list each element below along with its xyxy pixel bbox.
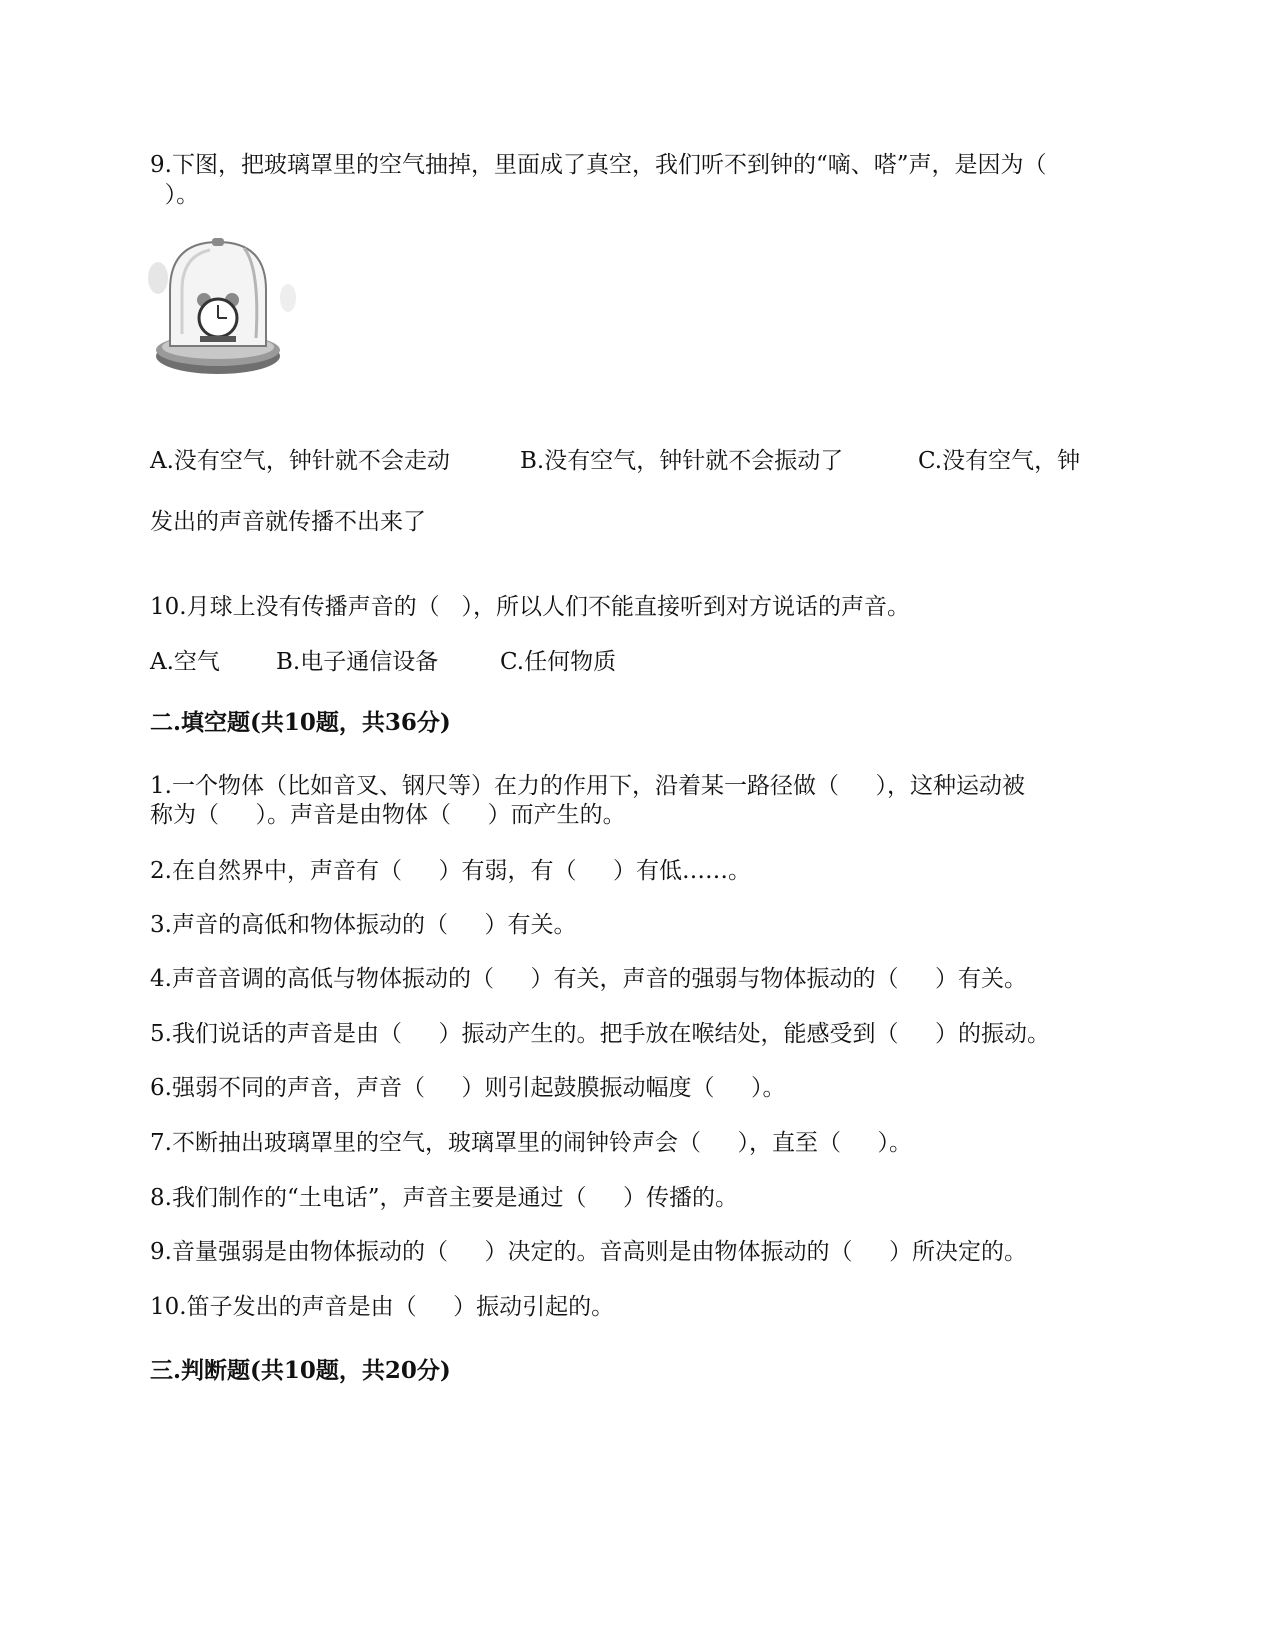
section-2-heading: 二.填空题(共10题，共36分): [150, 709, 451, 736]
fill-item-5: 5.我们说话的声音是由（ ）振动产生的。把手放在喉结处，能感受到（ ）的振动。: [150, 1021, 1051, 1047]
question-9-option-c-continued: 发出的声音就传播不出来了: [150, 509, 426, 535]
fill-item-1-line2: 称为（ ）。声音是由物体（ ）而产生的。: [150, 802, 626, 828]
bell-jar-alarm-clock-icon: [148, 238, 296, 400]
fill-item-7: 7.不断抽出玻璃罩里的空气，玻璃罩里的闹钟铃声会（ ），直至（ ）。: [150, 1130, 913, 1156]
fill-item-9: 9.音量强弱是由物体振动的（ ）决定的。音高则是由物体振动的（ ）所决定的。: [150, 1239, 1028, 1265]
fill-item-4: 4.声音音调的高低与物体振动的（ ）有关，声音的强弱与物体振动的（ ）有关。: [150, 966, 1028, 992]
fill-item-2: 2.在自然界中，声音有（ ）有弱，有（ ）有低……。: [150, 858, 752, 884]
question-9-option-b: B.没有空气，钟针就不会振动了: [520, 448, 844, 474]
fill-item-8: 8.我们制作的“土电话”，声音主要是通过（ ）传播的。: [150, 1185, 739, 1211]
fill-item-3: 3.声音的高低和物体振动的（ ）有关。: [150, 912, 577, 938]
fill-item-1-line1: 1.一个物体（比如音叉、钢尺等）在力的作用下，沿着某一路径做（ ），这种运动被: [150, 773, 1025, 799]
question-9-option-c: C.没有空气，钟: [918, 448, 1081, 474]
question-10-option-b: B.电子通信设备: [276, 649, 439, 675]
section-3-heading: 三.判断题(共10题，共20分): [150, 1357, 451, 1384]
fill-item-6: 6.强弱不同的声音，声音（ ）则引起鼓膜振动幅度（ ）。: [150, 1075, 786, 1101]
question-10-option-a: A.空气: [150, 649, 220, 675]
question-10-text: 10.月球上没有传播声音的（ ），所以人们不能直接听到对方说话的声音。: [150, 594, 911, 620]
fill-item-10: 10.笛子发出的声音是由（ ）振动引起的。: [150, 1294, 615, 1320]
question-9-text-line2: ）。: [150, 182, 200, 208]
question-9-option-a: A.没有空气，钟针就不会走动: [150, 448, 450, 474]
question-10-option-c: C.任何物质: [500, 649, 617, 675]
question-9-text-line1: 9.下图，把玻璃罩里的空气抽掉，里面成了真空，我们听不到钟的“嘀、嗒”声，是因为（: [150, 152, 1047, 178]
